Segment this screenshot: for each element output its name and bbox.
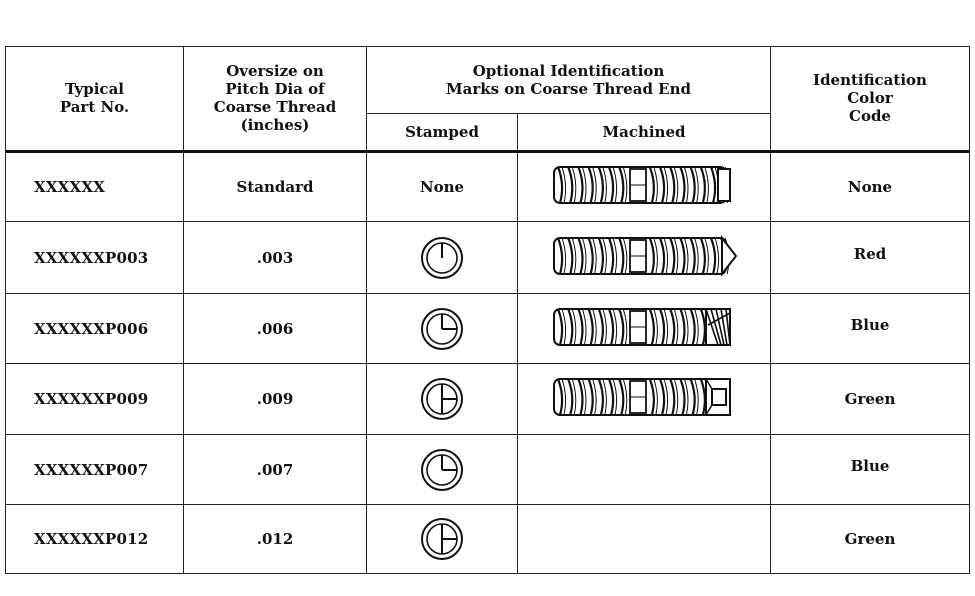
notched-end-screw-icon bbox=[546, 375, 742, 423]
three-line-circle-icon bbox=[420, 517, 464, 561]
table-row bbox=[6, 222, 970, 294]
oversize-value: .006 bbox=[184, 293, 367, 364]
one-line-circle-icon bbox=[420, 236, 464, 280]
table-row bbox=[6, 151, 970, 222]
oversize-identification-table bbox=[5, 46, 970, 574]
oversize-value: .009 bbox=[184, 364, 367, 435]
table-row bbox=[6, 434, 970, 505]
two-line-circle-icon bbox=[420, 448, 464, 492]
part-number: XXXXXXP009 bbox=[6, 364, 184, 435]
color-code: None bbox=[771, 151, 970, 222]
table-row bbox=[6, 505, 970, 574]
pointed-screw-icon bbox=[546, 234, 742, 282]
header-part-no: Typical Part No. bbox=[6, 47, 184, 152]
stamped-cell bbox=[367, 364, 518, 435]
oversize-value: .003 bbox=[184, 222, 367, 294]
color-code: Blue bbox=[771, 434, 970, 505]
machined-cell bbox=[518, 364, 771, 435]
table-row bbox=[6, 364, 970, 435]
color-code: Red bbox=[771, 222, 970, 294]
stamped-cell bbox=[367, 222, 518, 294]
header-machined: Machined bbox=[518, 113, 771, 151]
oversize-value: .007 bbox=[184, 434, 367, 505]
three-line-circle-icon bbox=[420, 377, 464, 421]
stamped-cell bbox=[367, 505, 518, 574]
stamped-cell bbox=[367, 293, 518, 364]
color-code: Green bbox=[771, 364, 970, 435]
part-number: XXXXXXP006 bbox=[6, 293, 184, 364]
machined-cell bbox=[518, 222, 771, 294]
header-optional-identification: Optional Identification Marks on Coarse Thread End bbox=[367, 47, 771, 114]
oversize-value: Standard bbox=[184, 151, 367, 222]
header-oversize: Oversize on Pitch Dia of Coarse Thread (inches) bbox=[184, 47, 367, 152]
two-line-circle-icon bbox=[420, 307, 464, 351]
part-number: XXXXXX bbox=[6, 151, 184, 222]
color-code: Green bbox=[771, 505, 970, 574]
header-color-code: Identification Color Code bbox=[771, 47, 970, 152]
plain-screw-icon bbox=[546, 163, 742, 211]
machined-cell bbox=[518, 505, 771, 574]
stamped-text: None bbox=[367, 151, 518, 222]
machined-cell bbox=[518, 434, 771, 505]
stamped-cell bbox=[367, 434, 518, 505]
crosshatch-end-screw-icon bbox=[546, 305, 742, 353]
part-number: XXXXXXP003 bbox=[6, 222, 184, 294]
oversize-value: .012 bbox=[184, 505, 367, 574]
table-row bbox=[6, 293, 970, 364]
color-code: Blue bbox=[771, 293, 970, 364]
machined-cell bbox=[518, 151, 771, 222]
header-stamped: Stamped bbox=[367, 113, 518, 151]
machined-cell bbox=[518, 293, 771, 364]
part-number: XXXXXXP012 bbox=[6, 505, 184, 574]
part-number: XXXXXXP007 bbox=[6, 434, 184, 505]
